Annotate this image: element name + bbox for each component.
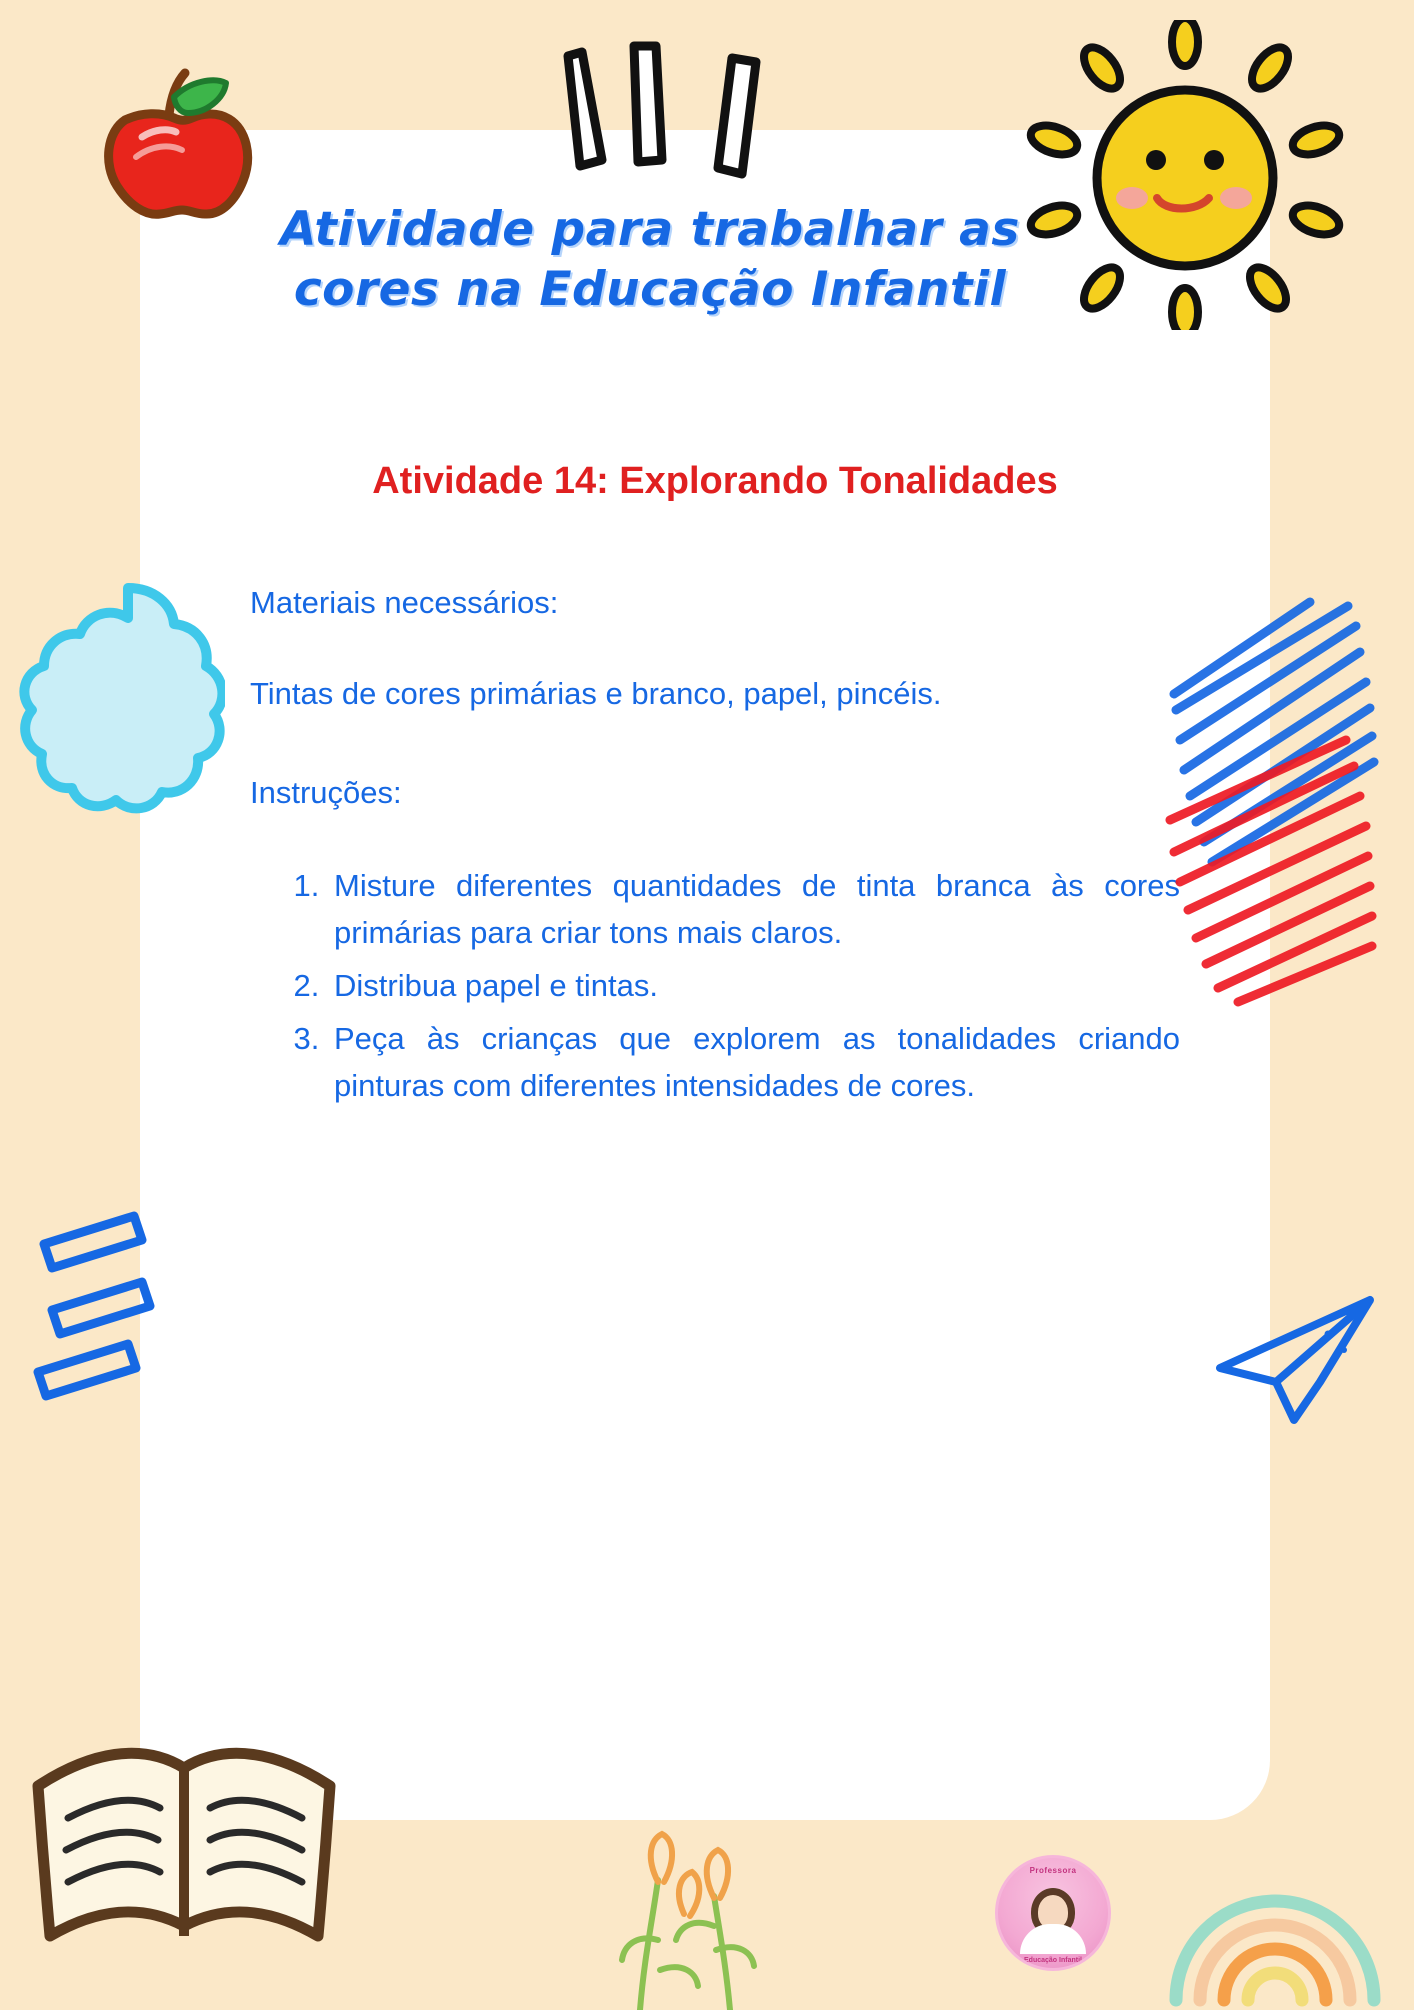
- instructions-list: [250, 862, 1180, 1110]
- title-line-1: Atividade para trabalhar as: [280, 202, 1020, 257]
- avatar-top-label: Professora: [1029, 1866, 1077, 1875]
- flowers-doodle: [580, 1830, 810, 2010]
- activity-heading: Atividade 14: Explorando Tonalidades: [372, 460, 1058, 502]
- materials-text: Tintas de cores primárias e branco, papel, pincéis.: [250, 675, 942, 711]
- instructions-label: Instruções:: [250, 774, 402, 810]
- title-line-2: cores na Educação Infantil: [293, 262, 1007, 318]
- list-item: 1. Misture diferentes quantidades de tinta branca às cores primárias para criar tons mais claros.: [328, 862, 1180, 956]
- list-item: 3. Peça às crianças que explorem as tonalidades criando pinturas com diferentes intensidades de cores.: [328, 1015, 1180, 1109]
- avatar-body: [1020, 1924, 1086, 1954]
- avatar: [995, 1855, 1111, 1971]
- list-item: 2. Distribua papel e tintas.: [328, 962, 1180, 1009]
- avatar-bottom-label: Educação Infantil: [1024, 1957, 1082, 1964]
- poster-title: [280, 200, 1020, 320]
- rainbow-doodle: [1160, 1840, 1390, 2010]
- materials-label: Materiais necessários:: [250, 585, 559, 620]
- activity-content: [250, 460, 1180, 1115]
